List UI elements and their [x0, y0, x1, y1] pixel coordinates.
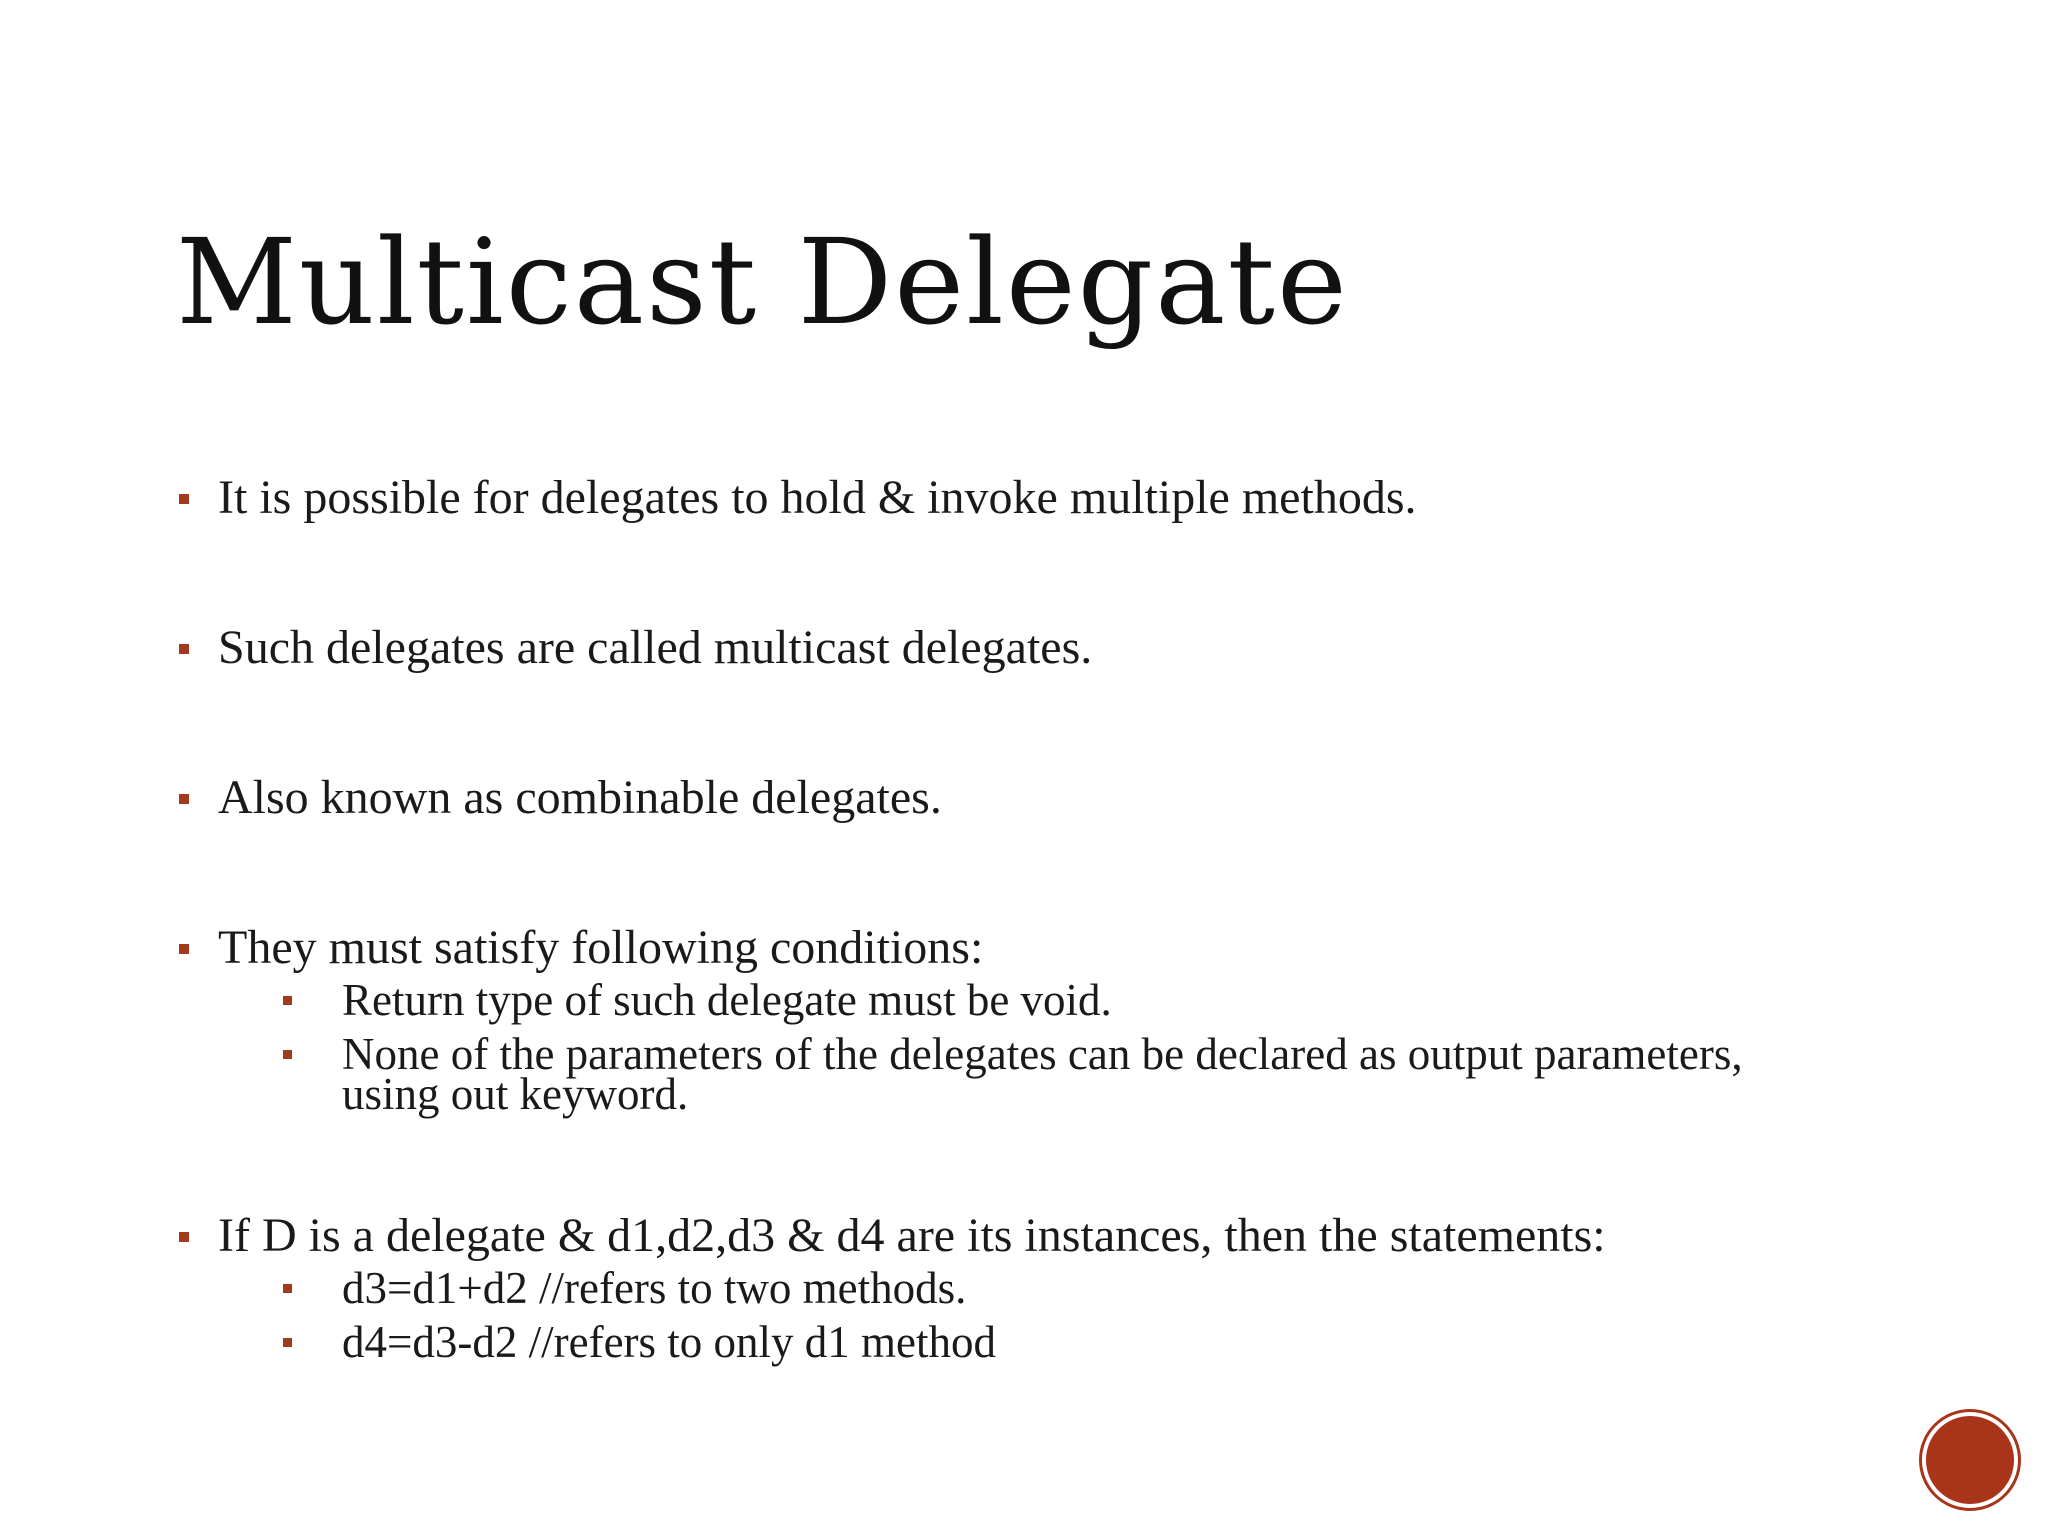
bullet-text: If D is a delegate & d1,d2,d3 & d4 are its instances, then the statements: — [218, 1209, 1606, 1262]
slide-title: Multicast Delegate — [176, 213, 1349, 351]
sub-bullet-item — [218, 1029, 1936, 1119]
square-bullet-icon — [179, 794, 189, 804]
next-slide-circle-button[interactable] — [1922, 1412, 2018, 1508]
sub-bullet-item — [218, 1317, 1936, 1367]
square-bullet-icon — [283, 1050, 292, 1059]
square-bullet-icon — [283, 1338, 292, 1347]
sub-bullet-list — [218, 975, 1936, 1119]
bullet-text: It is possible for delegates to hold & invoke multiple methods. — [218, 471, 1417, 524]
bullet-list — [176, 470, 1936, 1367]
bullet-item — [176, 770, 1936, 826]
sub-bullet-text: d4=d3-d2 //refers to only d1 method — [342, 1317, 997, 1367]
bullet-text: They must satisfy following conditions: — [218, 921, 984, 974]
bullet-text: Such delegates are called multicast delegates. — [218, 621, 1093, 674]
square-bullet-icon — [179, 494, 189, 504]
sub-bullet-list — [218, 1263, 1936, 1367]
square-bullet-icon — [179, 944, 189, 954]
bullet-text: Also known as combinable delegates. — [218, 771, 942, 824]
square-bullet-icon — [283, 1284, 292, 1293]
sub-bullet-item — [218, 975, 1936, 1025]
bullet-item — [176, 1208, 1936, 1367]
bullet-item — [176, 620, 1936, 676]
square-bullet-icon — [283, 996, 292, 1005]
sub-bullet-text: d3=d1+d2 //refers to two methods. — [342, 1263, 967, 1313]
square-bullet-icon — [179, 1232, 189, 1242]
bullet-item — [176, 470, 1936, 526]
sub-bullet-text: Return type of such delegate must be void. — [342, 975, 1112, 1025]
sub-bullet-item — [218, 1263, 1936, 1313]
sub-bullet-text: None of the parameters of the delegates can be declared as output parameters, using out keyword. — [342, 1029, 1743, 1119]
bullet-item — [176, 920, 1936, 1119]
square-bullet-icon — [179, 644, 189, 654]
